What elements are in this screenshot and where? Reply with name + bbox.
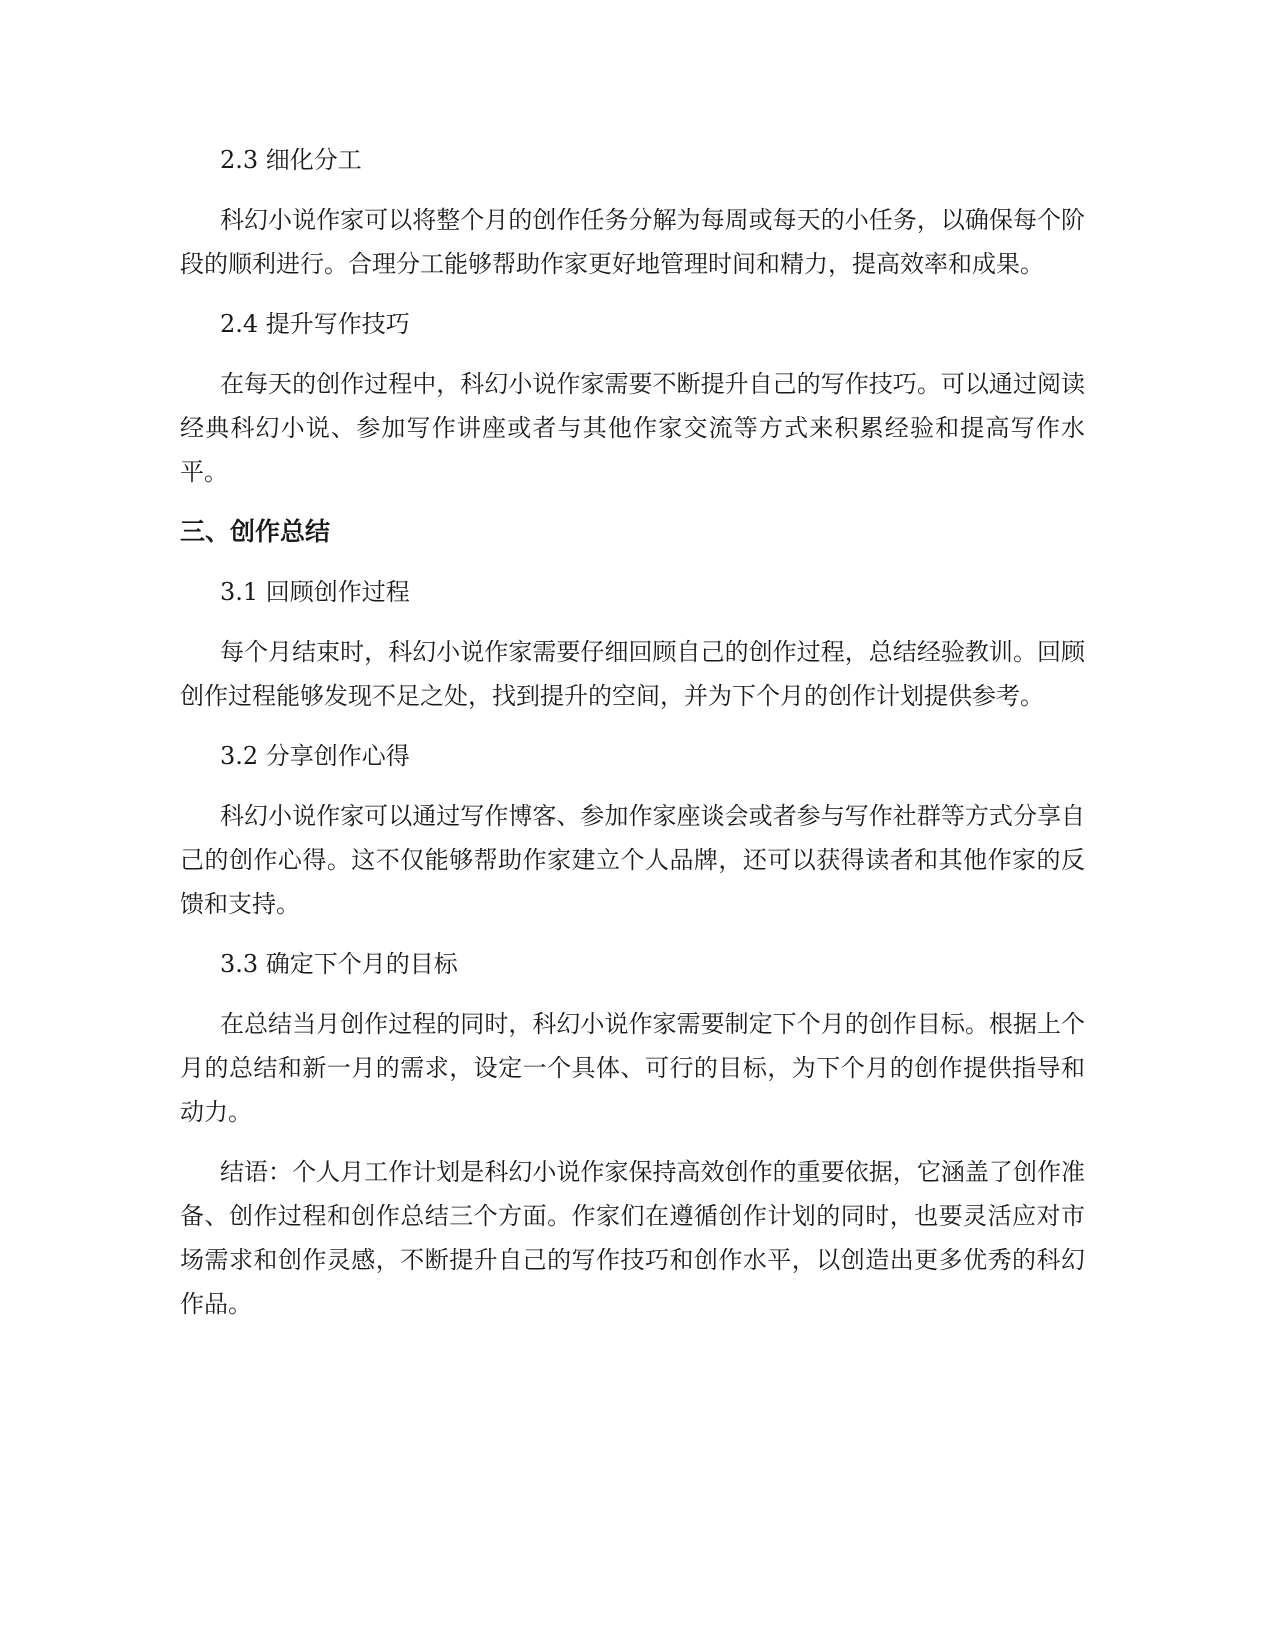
paragraph-2-3: 科幻小说作家可以将整个月的创作任务分解为每周或每天的小任务，以确保每个阶段的顺利进行。合理分工能够帮助作家更好地管理时间和精力，提高效率和成果。	[180, 206, 1085, 278]
paragraph-3-1: 每个月结束时，科幻小说作家需要仔细回顾自己的创作过程，总结经验教训。回顾创作过程能够发现不足之处，找到提升的空间，并为下个月的创作计划提供参考。	[180, 638, 1085, 710]
section-heading-3: 三、创作总结	[180, 517, 331, 546]
paragraph-2-4: 在每天的创作过程中，科幻小说作家需要不断提升自己的写作技巧。可以通过阅读经典科幻小说、参加写作讲座或者与其他作家交流等方式来积累经验和提高写作水平。	[180, 370, 1085, 486]
subheading-2-3: 2.3 细化分工	[220, 146, 362, 174]
subheading-3-1: 3.1 回顾创作过程	[220, 578, 410, 606]
document-page	[180, 138, 1085, 1342]
subheading-3-3: 3.3 确定下个月的目标	[220, 950, 458, 978]
subheading-2-4: 2.4 提升写作技巧	[220, 310, 410, 338]
paragraph-3-3: 在总结当月创作过程的同时，科幻小说作家需要制定下个月的创作目标。根据上个月的总结和新一月的需求，设定一个具体、可行的目标，为下个月的创作提供指导和动力。	[180, 1010, 1085, 1126]
paragraph-3-2: 科幻小说作家可以通过写作博客、参加作家座谈会或者参与写作社群等方式分享自己的创作心得。这不仅能够帮助作家建立个人品牌，还可以获得读者和其他作家的反馈和支持。	[180, 802, 1085, 918]
subheading-3-2: 3.2 分享创作心得	[220, 742, 410, 770]
conclusion-paragraph: 结语：个人月工作计划是科幻小说作家保持高效创作的重要依据，它涵盖了创作准备、创作过程和创作总结三个方面。作家们在遵循创作计划的同时，也要灵活应对市场需求和创作灵感，不断提升自己的写作技巧和创作水平，以创造出更多优秀的科幻作品。	[180, 1158, 1085, 1318]
